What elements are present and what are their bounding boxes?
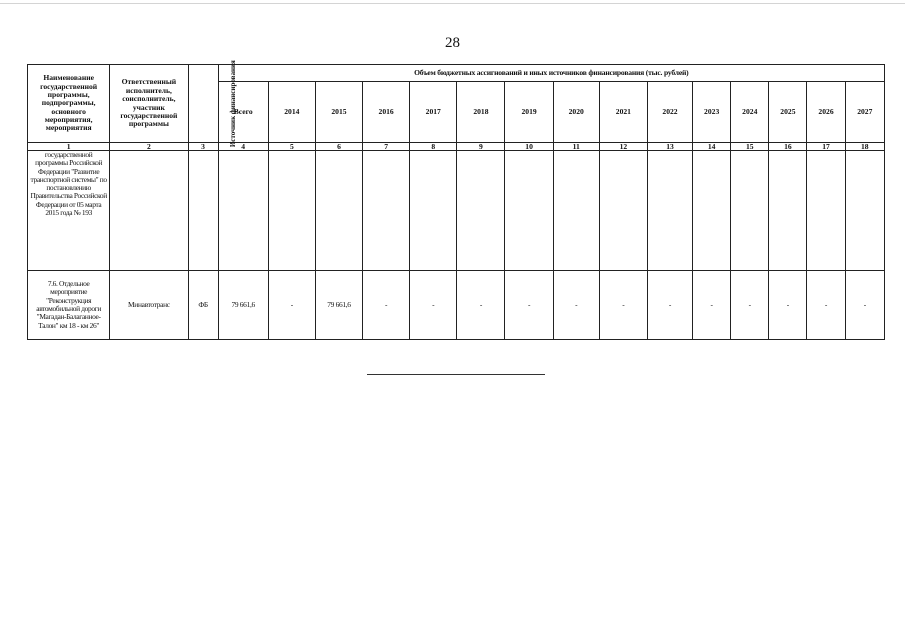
- row-value: [845, 151, 884, 271]
- row-value: -: [769, 271, 807, 340]
- header-source: [188, 60, 237, 148]
- header-year: 2018: [457, 82, 505, 143]
- header-year: 2025: [769, 82, 807, 143]
- header-total: Всего: [218, 82, 268, 143]
- row-total: [218, 151, 268, 271]
- top-rule: [0, 3, 905, 4]
- header-year: 2026: [807, 82, 845, 143]
- row-source: ФБ: [188, 271, 218, 340]
- row-value: [807, 151, 845, 271]
- row-value: 79 661,6: [315, 271, 362, 340]
- row-responsible: Минавтотранс: [110, 271, 188, 340]
- row-value: [363, 151, 410, 271]
- column-number: 8: [410, 143, 457, 151]
- header-year: 2020: [553, 82, 599, 143]
- row-value: [410, 151, 457, 271]
- row-value: -: [363, 271, 410, 340]
- column-number: 15: [731, 143, 769, 151]
- row-name: государственной программы Российской Федерации "Развитие транспортной системы" по постановлению Правительства Российской Федерации от 05 марта 2015 года № 193: [28, 151, 110, 271]
- header-year: 2021: [599, 82, 647, 143]
- header-row-top: [28, 65, 885, 82]
- header-year: 2027: [845, 82, 884, 143]
- row-value: -: [845, 271, 884, 340]
- column-number: 18: [845, 143, 884, 151]
- header-year: 2017: [410, 82, 457, 143]
- section-divider: [367, 374, 545, 375]
- table-row: [28, 271, 885, 340]
- row-value: [457, 151, 505, 271]
- row-value: -: [647, 271, 692, 340]
- column-number: 3: [188, 143, 218, 151]
- financing-table: [27, 60, 885, 340]
- row-value: -: [807, 271, 845, 340]
- row-source: [188, 151, 218, 271]
- row-value: -: [599, 271, 647, 340]
- header-source-text: Источник финансирования: [228, 60, 237, 148]
- column-number: 16: [769, 143, 807, 151]
- header-name: Наименование государственной программы, подпрограммы, основного мероприятия, мероприятия: [28, 65, 110, 143]
- row-value: -: [268, 271, 315, 340]
- page-number: 28: [445, 35, 460, 51]
- column-number: 11: [553, 143, 599, 151]
- column-number: 17: [807, 143, 845, 151]
- column-number: 2: [110, 143, 188, 151]
- row-value: -: [505, 271, 553, 340]
- row-total: 79 661,6: [218, 271, 268, 340]
- table-row: [28, 151, 885, 271]
- column-number: 4: [218, 143, 268, 151]
- row-value: [505, 151, 553, 271]
- column-number: 10: [505, 143, 553, 151]
- row-value: [693, 151, 731, 271]
- row-value: [599, 151, 647, 271]
- column-number: 9: [457, 143, 505, 151]
- header-year: 2023: [693, 82, 731, 143]
- row-value: -: [731, 271, 769, 340]
- row-name: 7.6. Отдельное мероприятие "Реконструкция автомобильной дороги "Магадан-Балаганное-Талон" км 18 - км 26": [28, 271, 110, 340]
- header-year: 2016: [363, 82, 410, 143]
- header-year: 2019: [505, 82, 553, 143]
- row-value: [731, 151, 769, 271]
- row-value: -: [693, 271, 731, 340]
- column-number-row: [28, 143, 885, 151]
- header-year: 2022: [647, 82, 692, 143]
- header-year: 2015: [315, 82, 362, 143]
- row-value: [769, 151, 807, 271]
- column-number: 14: [693, 143, 731, 151]
- column-number: 13: [647, 143, 692, 151]
- row-value: [553, 151, 599, 271]
- column-number: 5: [268, 143, 315, 151]
- row-value: -: [410, 271, 457, 340]
- header-budget: Объем бюджетных ассигнований и иных источников финансирования (тыс. рублей): [218, 65, 884, 82]
- row-value: -: [457, 271, 505, 340]
- column-number: 12: [599, 143, 647, 151]
- row-responsible: [110, 151, 188, 271]
- row-value: [268, 151, 315, 271]
- column-number: 1: [28, 143, 110, 151]
- row-value: [647, 151, 692, 271]
- row-value: -: [553, 271, 599, 340]
- column-number: 7: [363, 143, 410, 151]
- header-year: 2014: [268, 82, 315, 143]
- header-responsible: Ответственный исполнитель, соисполнитель, участник государственной программы: [110, 65, 188, 143]
- column-number: 6: [315, 143, 362, 151]
- header-year: 2024: [731, 82, 769, 143]
- row-value: [315, 151, 362, 271]
